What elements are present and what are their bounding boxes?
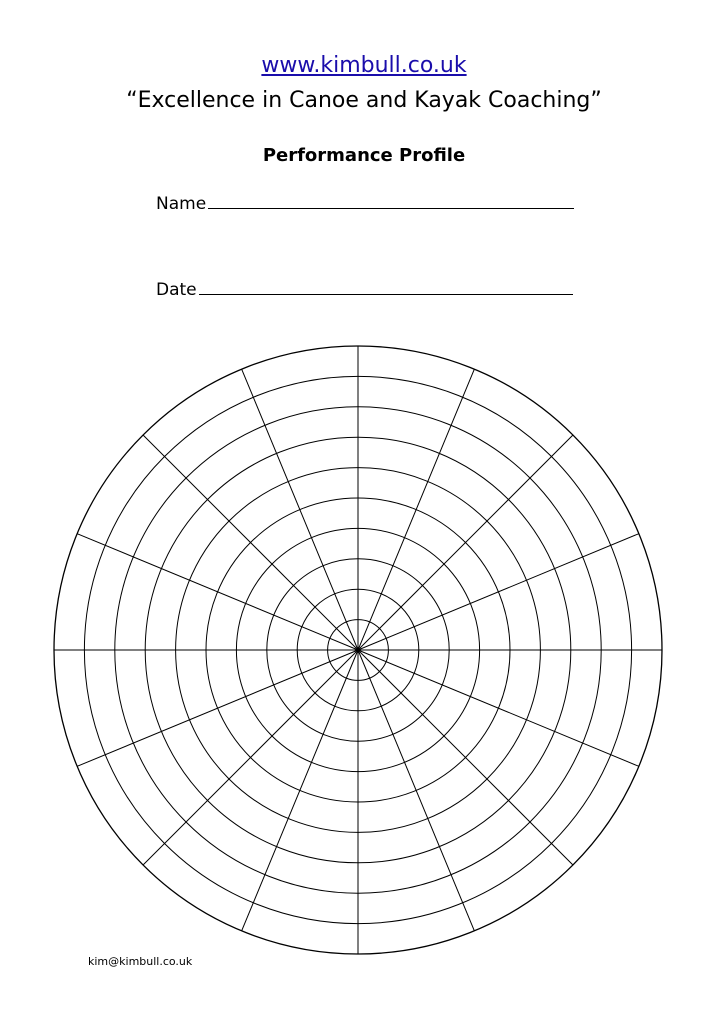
wheel-spoke-11 xyxy=(143,650,358,865)
wheel-spoke-3 xyxy=(358,435,573,650)
wheel-spoke-16 xyxy=(242,369,358,650)
wheel-spoke-8 xyxy=(358,650,474,931)
wheel-spoke-7 xyxy=(358,650,573,865)
wheel-spoke-4 xyxy=(358,534,639,650)
wheel-spokes xyxy=(54,346,662,954)
tagline: “Excellence in Canoe and Kayak Coaching” xyxy=(126,88,602,113)
wheel-spoke-14 xyxy=(77,534,358,650)
wheel-spoke-10 xyxy=(242,650,358,931)
wheel-spoke-2 xyxy=(358,369,474,650)
wheel-spoke-15 xyxy=(143,435,358,650)
wheel-spoke-6 xyxy=(358,650,639,766)
page-title: Performance Profile xyxy=(262,145,466,166)
wheel-spoke-12 xyxy=(77,650,358,766)
footer-email[interactable]: kim@kimbull.co.uk xyxy=(88,955,193,968)
date-label: Date xyxy=(156,280,197,300)
website-link[interactable]: www.kimbull.co.uk xyxy=(261,53,467,78)
name-label: Name xyxy=(156,194,207,214)
